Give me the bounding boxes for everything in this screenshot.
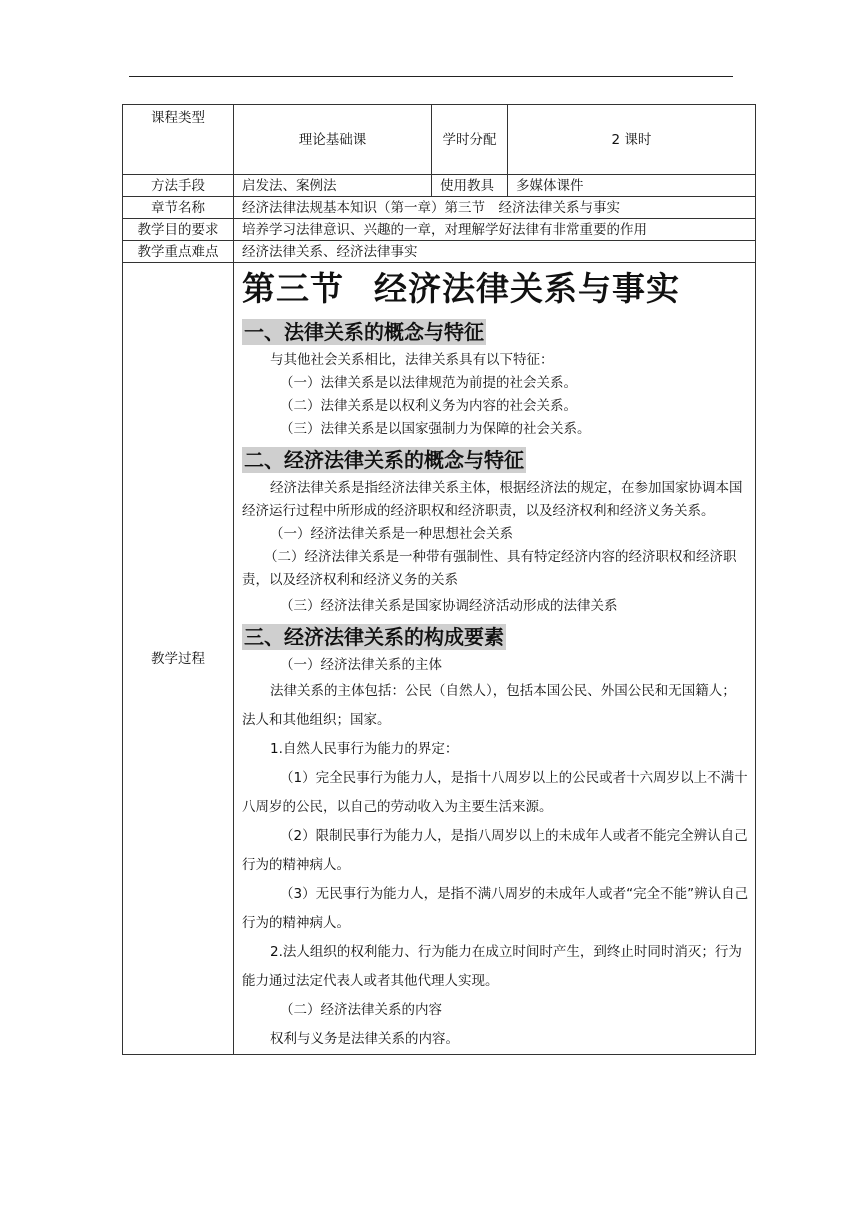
s3-paragraph: （3）无民事行为能力人，是指不满八周岁的未成年人或者“完全不能”辨认自己行为的精神病人。: [242, 886, 749, 931]
header-rule: [129, 76, 733, 77]
row-teaching-process: [123, 263, 756, 1055]
s1-intro: 与其他社会关系相比，法律关系具有以下特征：: [270, 352, 554, 368]
row-chapter: [123, 197, 756, 219]
chapter-value: 经济法律法规基本知识（第一章）第三节 经济法律关系与事实: [234, 197, 756, 219]
method-value: 启发法、案例法: [234, 175, 432, 197]
lesson-plan-table: [122, 104, 756, 1055]
row-key-points: [123, 241, 756, 263]
tools-label: 使用教具: [432, 175, 508, 197]
heading-1: 一、法律关系的概念与特征: [244, 320, 484, 344]
s3-subheading: （一）经济法律关系的主体: [280, 657, 442, 673]
s2-item: （一）经济法律关系是一种思想社会关系: [270, 526, 513, 542]
s3-paragraph: 1.自然人民事行为能力的界定：: [270, 741, 459, 757]
s3-subheading: （二）经济法律关系的内容: [280, 1002, 442, 1018]
heading-2: 二、经济法律关系的概念与特征: [244, 448, 524, 472]
s1-item: （二）法律关系是以权利义务为内容的社会关系。: [280, 398, 577, 414]
tools-value: 多媒体课件: [508, 175, 756, 197]
heading-3: 三、经济法律关系的构成要素: [244, 625, 504, 649]
key-points-value: 经济法律关系、经济法律事实: [234, 241, 756, 263]
course-type-label: 课程类型: [123, 105, 234, 175]
s3-paragraph: （2）限制民事行为能力人，是指八周岁以上的未成年人或者不能完全辨认自己行为的精神病人。: [242, 828, 748, 873]
s2-item: （二）经济法律关系是一种带有强制性、具有特定经济内容的经济职权和经济职责，以及经济权利和经济义务的关系: [242, 549, 737, 588]
s3-paragraph: 2.法人组织的权利能力、行为能力在成立时间时产生，到终止时同时消灭；行为能力通过法定代表人或者其他代理人实现。: [242, 944, 742, 989]
s3-paragraph: 法律关系的主体包括：公民（自然人），包括本国公民、外国公民和无国籍人；法人和其他组织；国家。: [242, 683, 736, 728]
chapter-label: 章节名称: [123, 197, 234, 219]
s3-paragraph: （1）完全民事行为能力人，是指十八周岁以上的公民或者十六周岁以上不满十八周岁的公民，以自己的劳动收入为主要生活来源。: [242, 770, 748, 815]
teaching-process-content: [234, 263, 756, 1055]
s1-item: （一）法律关系是以法律规范为前提的社会关系。: [280, 375, 577, 391]
hours-value: 2 课时: [508, 105, 756, 175]
row-goal: [123, 219, 756, 241]
course-type-value: 理论基础课: [234, 105, 432, 175]
s2-paragraph: 经济法律关系是指经济法律关系主体，根据经济法的规定，在参加国家协调本国经济运行过程中所形成的经济职权和经济职责，以及经济权利和经济义务关系。: [242, 480, 743, 519]
hours-label: 学时分配: [432, 105, 508, 175]
goal-label: 教学目的要求: [123, 219, 234, 241]
key-points-label: 教学重点难点: [123, 241, 234, 263]
s3-paragraph: 权利与义务是法律关系的内容。: [270, 1031, 459, 1047]
teaching-process-label: 教学过程: [123, 263, 234, 1055]
row-method: [123, 175, 756, 197]
row-course-type: [123, 105, 756, 175]
section-title: [242, 267, 749, 311]
section-name: 经济法律关系与事实: [374, 269, 680, 308]
section-number: 第三节: [242, 269, 344, 308]
s1-item: （三）法律关系是以国家强制力为保障的社会关系。: [280, 421, 591, 437]
method-label: 方法手段: [123, 175, 234, 197]
s2-item: （三）经济法律关系是国家协调经济活动形成的法律关系: [280, 598, 618, 614]
goal-value: 培养学习法律意识、兴趣的一章，对理解学好法律有非常重要的作用: [234, 219, 756, 241]
